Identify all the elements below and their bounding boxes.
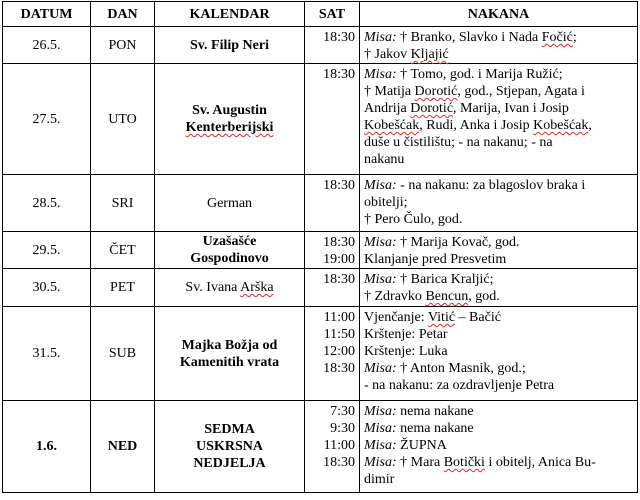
text-segment: dimir	[364, 472, 395, 487]
text-segment: Andrija	[364, 101, 411, 116]
time-value: 11:00	[323, 438, 355, 453]
spellcheck-word: Bencun	[425, 289, 469, 304]
text-segment: † Matija	[364, 84, 415, 99]
spellcheck-word: Fočić	[541, 30, 573, 45]
kalendar-line	[159, 337, 300, 354]
text-segment: Majka Božja od	[181, 337, 278, 353]
misa-label: Misa:	[364, 404, 397, 419]
text-segment: Kamenitih vrata	[179, 354, 280, 370]
table-row	[3, 269, 638, 307]
cell-dan: UTO	[91, 64, 155, 175]
spellcheck-word: Dorotić	[410, 101, 454, 116]
cell-kalendar	[155, 401, 305, 493]
time-value: 11:00	[323, 310, 355, 325]
text-segment: † Mara	[396, 455, 444, 470]
kalendar-line	[159, 279, 300, 296]
text-segment: SEDMA	[204, 422, 255, 437]
kalendar-line	[159, 233, 300, 250]
text-segment: Uzašašće	[202, 234, 257, 249]
nakana-line	[364, 471, 633, 488]
time-value: 18:30	[323, 361, 355, 376]
cell-dan: PON	[91, 27, 155, 64]
misa-label: Misa:	[364, 178, 397, 193]
nakana-line	[364, 211, 633, 228]
text-segment: † Pero Čulo, god.	[364, 212, 463, 227]
misa-label: Misa:	[364, 361, 397, 376]
misa-label: Misa:	[364, 455, 397, 470]
header-row	[3, 2, 638, 27]
nakana-line	[364, 117, 633, 134]
table-row	[3, 64, 638, 175]
header-sat: SAT	[305, 2, 360, 27]
misa-label: Misa:	[364, 235, 397, 250]
time-value: 11:50	[323, 327, 355, 342]
misa-label: Misa:	[364, 421, 397, 436]
nakana-line	[364, 66, 633, 83]
nakana-line	[364, 271, 633, 288]
nakana-line	[364, 326, 633, 343]
cell-kalendar	[155, 307, 305, 401]
text-segment: ;	[572, 30, 577, 45]
kalendar-line	[159, 421, 300, 438]
nakana-line	[364, 377, 633, 394]
misa-label: Misa:	[364, 67, 397, 82]
spellcheck-word: Kljajić	[410, 47, 449, 62]
kalendar-line	[159, 119, 300, 136]
text-segment: Sv. Augustin	[192, 103, 267, 118]
nakana-line	[364, 177, 633, 194]
time-value: 18:30	[323, 235, 355, 250]
table-body	[3, 27, 638, 493]
kalendar-line	[159, 354, 300, 371]
nakana-line	[364, 454, 633, 471]
text-segment: , god.	[468, 289, 500, 304]
text-segment: Sv. Ivana	[185, 280, 241, 295]
cell-dan: PET	[91, 269, 155, 307]
cell-nakana	[360, 269, 638, 307]
text-segment: † Branko, Slavko i Nada	[396, 30, 542, 45]
cell-sat	[305, 232, 360, 269]
text-segment: - na nakanu: za blagoslov braka i	[396, 178, 586, 193]
cell-kalendar	[155, 175, 305, 232]
text-segment: † Barica Kraljić;	[396, 272, 494, 287]
mass-schedule-table	[2, 1, 638, 493]
kalendar-line	[159, 455, 300, 472]
text-segment: Gospodinovo	[190, 251, 269, 266]
text-segment: Vjenčanje:	[364, 310, 428, 325]
spellcheck-word: Kenterberijski	[185, 120, 274, 135]
cell-nakana	[360, 27, 638, 64]
time-value: 18:30	[323, 178, 355, 193]
text-segment: † Tomo, god. i Marija Ružić;	[396, 67, 563, 82]
kalendar-line	[159, 102, 300, 119]
time-value: 18:30	[323, 67, 355, 82]
nakana-line	[364, 403, 633, 420]
cell-sat	[305, 307, 360, 401]
text-segment: † Marija Kovač, god.	[396, 235, 520, 250]
cell-sat	[305, 27, 360, 64]
cell-datum: 1.6.	[3, 401, 91, 493]
time-value: 9:30	[330, 421, 355, 436]
header-dan: DAN	[91, 2, 155, 27]
text-segment: duše u čistilištu; - na nakanu; - na	[364, 135, 553, 150]
nakana-line	[364, 29, 633, 46]
spellcheck-word: Arška	[240, 280, 274, 295]
table-row	[3, 27, 638, 64]
cell-dan: ČET	[91, 232, 155, 269]
text-segment: – Bačić	[455, 310, 501, 325]
nakana-line	[364, 100, 633, 117]
nakana-line	[364, 309, 633, 326]
text-segment: German	[206, 195, 253, 211]
text-segment: i obitelj, Anica Bu-	[484, 455, 596, 470]
nakana-line	[364, 251, 633, 268]
cell-nakana	[360, 64, 638, 175]
nakana-line	[364, 151, 633, 168]
text-segment: - na nakanu: za ozdravljenje Petra	[364, 378, 555, 393]
cell-datum: 30.5.	[3, 269, 91, 307]
kalendar-line	[159, 250, 300, 267]
cell-dan: NED	[91, 401, 155, 493]
text-segment: † Zdravko	[364, 289, 426, 304]
spellcheck-word: Botički	[443, 455, 485, 470]
cell-kalendar	[155, 64, 305, 175]
misa-label: Misa:	[364, 30, 397, 45]
nakana-line	[364, 420, 633, 437]
text-segment: NEDJELJA	[193, 456, 266, 471]
time-value: 7:30	[330, 404, 355, 419]
cell-datum: 31.5.	[3, 307, 91, 401]
cell-datum: 29.5.	[3, 232, 91, 269]
cell-sat	[305, 175, 360, 232]
cell-sat	[305, 401, 360, 493]
table-row	[3, 232, 638, 269]
nakana-line	[364, 360, 633, 377]
nakana-line	[364, 234, 633, 251]
text-segment: , Marija, Ivan i Josip	[453, 101, 569, 116]
text-segment: † Anton Masnik, god.;	[396, 361, 526, 376]
misa-label: Misa:	[364, 272, 397, 287]
time-value: 18:30	[323, 272, 355, 287]
text-segment: nakanu	[364, 152, 405, 167]
time-value: 19:00	[323, 252, 355, 267]
cell-datum: 27.5.	[3, 64, 91, 175]
cell-sat	[305, 269, 360, 307]
spellcheck-word: Dorotić	[414, 84, 458, 99]
nakana-line	[364, 83, 633, 100]
cell-nakana	[360, 232, 638, 269]
table-row	[3, 175, 638, 232]
cell-dan: SUB	[91, 307, 155, 401]
text-segment: ŽUPNA	[396, 438, 447, 453]
cell-kalendar	[155, 269, 305, 307]
nakana-line	[364, 194, 633, 211]
table-row	[3, 401, 638, 493]
cell-nakana	[360, 401, 638, 493]
text-segment: ,	[588, 118, 592, 133]
time-value: 18:30	[323, 30, 355, 45]
text-segment: nema nakane	[396, 404, 474, 419]
cell-datum: 26.5.	[3, 27, 91, 64]
kalendar-line	[159, 438, 300, 455]
text-segment: , Rudi, Anka i Josip	[419, 118, 534, 133]
cell-sat	[305, 64, 360, 175]
spellcheck-word: Kobešćak	[533, 118, 589, 133]
kalendar-line: Sv. Filip Neri	[190, 37, 269, 53]
time-value: 18:30	[323, 455, 355, 470]
spellcheck-word: Kobešćak	[364, 118, 420, 133]
nakana-line	[364, 288, 633, 305]
nakana-line	[364, 437, 633, 454]
cell-kalendar	[155, 27, 305, 64]
nakana-line	[364, 46, 633, 63]
kalendar-line	[159, 195, 300, 212]
text-segment: Krštenje: Luka	[364, 344, 448, 359]
text-segment: obitelji;	[364, 195, 408, 210]
text-segment: Klanjanje pred Presvetim	[364, 252, 507, 267]
header-datum: DATUM	[3, 2, 91, 27]
text-segment: Krštenje: Petar	[364, 327, 448, 342]
cell-nakana	[360, 307, 638, 401]
text-segment: , god., Stjepan, Agata i	[457, 84, 585, 99]
header-kalendar: KALENDAR	[155, 2, 305, 27]
cell-dan: SRI	[91, 175, 155, 232]
spellcheck-word: Vitić	[427, 310, 456, 325]
header-nakana: NAKANA	[360, 2, 638, 27]
cell-datum: 28.5.	[3, 175, 91, 232]
table-row	[3, 307, 638, 401]
nakana-line	[364, 134, 633, 151]
cell-nakana	[360, 175, 638, 232]
cell-kalendar	[155, 232, 305, 269]
misa-label: Misa:	[364, 438, 397, 453]
text-segment: USKRSNA	[196, 439, 263, 454]
time-value: 12:00	[323, 344, 355, 359]
text-segment: † Jakov	[364, 47, 411, 62]
nakana-line	[364, 343, 633, 360]
text-segment: nema nakane	[396, 421, 474, 436]
